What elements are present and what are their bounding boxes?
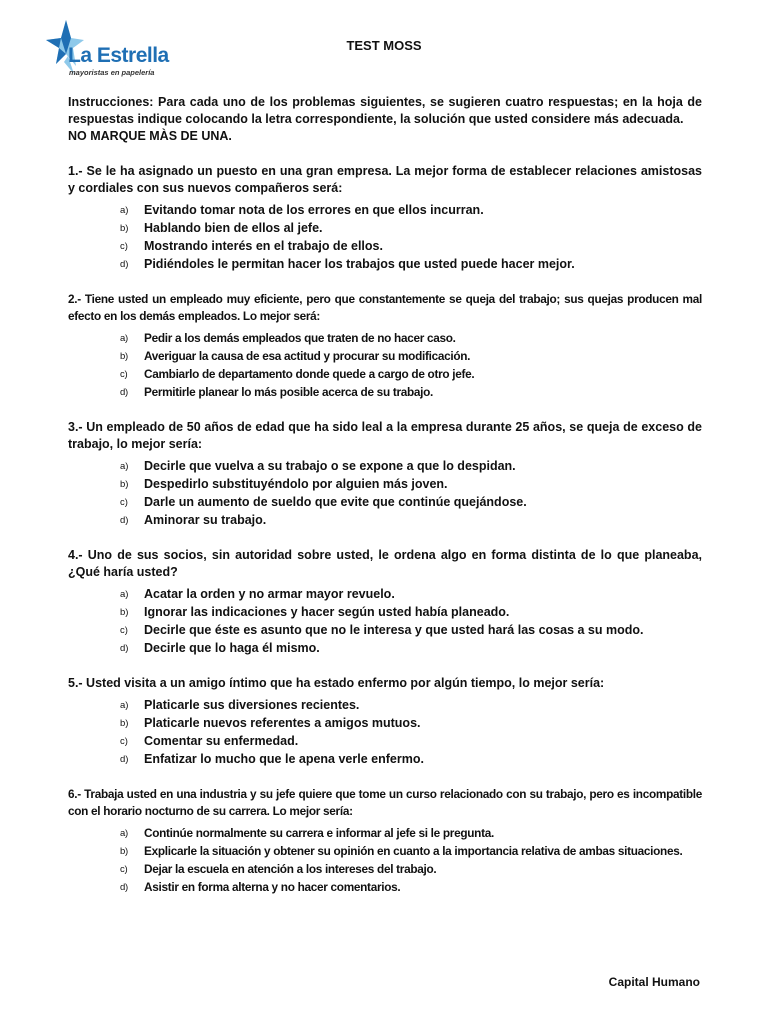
question-4 — [68, 547, 702, 657]
option-item — [68, 621, 702, 639]
option-item — [68, 639, 702, 657]
option-text: Permitirle planear lo más posible acerca de su trabajo. — [144, 385, 434, 399]
option-item — [68, 219, 702, 237]
option-letter: c) — [120, 497, 128, 508]
option-letter: b) — [120, 479, 129, 490]
option-item — [68, 237, 702, 255]
option-item — [68, 347, 702, 365]
option-text: Aminorar su trabajo. — [144, 513, 267, 527]
option-text: Hablando bien de ellos al jefe. — [144, 221, 323, 235]
option-list — [68, 696, 702, 768]
option-item — [68, 365, 702, 383]
option-text: Continúe normalmente su carrera e informar al jefe si le pregunta. — [144, 826, 494, 840]
option-item — [68, 457, 702, 475]
question-list — [68, 163, 702, 896]
option-letter: c) — [120, 241, 128, 252]
option-letter: d) — [120, 387, 128, 398]
option-letter: b) — [120, 351, 128, 362]
question-stem: 3.- Un empleado de 50 años de edad que ha sido leal a la empresa durante 25 años, se queja de exceso de trabajo, lo mejor sería: — [68, 420, 702, 451]
option-text: Pidiéndoles le permitan hacer los trabajos que usted puede hacer mejor. — [144, 257, 575, 271]
warning: NO MARQUE MÀS DE UNA. — [68, 129, 232, 143]
option-text: Darle un aumento de sueldo que evite que continúe quejándose. — [144, 495, 527, 509]
option-text: Explicarle la situación y obtener su opinión en cuanto a la importancia relativa de ambas situaciones. — [144, 844, 683, 858]
option-letter: b) — [120, 718, 129, 729]
option-letter: c) — [120, 625, 128, 636]
option-letter: d) — [120, 515, 129, 526]
question-2 — [68, 291, 702, 401]
instructions: Instrucciones: Para cada uno de los problemas siguientes, se sugieren cuatro respuestas; en la hoja de respuestas indique colocando la letra correspondiente, la solución que usted considere más adecuada. — [68, 95, 702, 126]
option-letter: a) — [120, 589, 129, 600]
option-text: Decirle que éste es asunto que no le interesa y que usted hará las cosas a su modo. — [144, 623, 644, 637]
option-letter: a) — [120, 461, 129, 472]
option-item — [68, 696, 702, 714]
option-item — [68, 860, 702, 878]
option-letter: d) — [120, 754, 129, 765]
question-stem: 6.- Trabaja usted en una industria y su jefe quiere que tome un curso relacionado con su trabajo, pero es incompatible con el horario nocturno de su carrera. Lo mejor sería: — [68, 787, 702, 818]
question-stem: 2.- Tiene usted un empleado muy eficiente, pero que constantemente se queja del trabajo; sus quejas producen mal efecto en los demás empleados. Lo mejor será: — [68, 292, 702, 323]
question-3 — [68, 419, 702, 529]
option-text: Ignorar las indicaciones y hacer según usted había planeado. — [144, 605, 510, 619]
option-letter: d) — [120, 259, 129, 270]
option-text: Dejar la escuela en atención a los intereses del trabajo. — [144, 862, 437, 876]
option-list — [68, 585, 702, 657]
option-item — [68, 824, 702, 842]
test-content — [68, 94, 702, 896]
option-list — [68, 824, 702, 896]
option-letter: b) — [120, 223, 129, 234]
option-text: Platicarle sus diversiones recientes. — [144, 698, 360, 712]
option-item — [68, 878, 702, 896]
option-letter: a) — [120, 205, 129, 216]
option-text: Decirle que lo haga él mismo. — [144, 641, 320, 655]
question-stem: 1.- Se le ha asignado un puesto en una gran empresa. La mejor forma de establecer relaciones amistosas y cordiales con sus nuevos compañeros será: — [68, 164, 702, 195]
option-text: Despedirlo substituyéndolo por alguien más joven. — [144, 477, 448, 491]
question-stem: 4.- Uno de sus socios, sin autoridad sobre usted, le ordena algo en forma distinta de lo que planeaba, ¿Qué haría usted? — [68, 548, 702, 579]
option-letter: a) — [120, 333, 128, 344]
option-letter: d) — [120, 882, 128, 893]
option-item — [68, 493, 702, 511]
option-text: Comentar su enfermedad. — [144, 734, 299, 748]
option-letter: b) — [120, 607, 129, 618]
option-list — [68, 201, 702, 273]
logo-tagline: mayoristas en papelería — [69, 68, 155, 77]
option-text: Decirle que vuelva a su trabajo o se expone a que lo despidan. — [144, 459, 516, 473]
option-letter: a) — [120, 828, 128, 839]
option-text: Averiguar la causa de esa actitud y procurar su modificación. — [144, 349, 471, 363]
option-item — [68, 585, 702, 603]
option-letter: c) — [120, 736, 128, 747]
question-5 — [68, 675, 702, 768]
question-1 — [68, 163, 702, 273]
page-title: TEST MOSS — [346, 38, 422, 53]
option-item — [68, 475, 702, 493]
option-text: Platicarle nuevos referentes a amigos mutuos. — [144, 716, 421, 730]
option-letter: a) — [120, 700, 129, 711]
option-text: Mostrando interés en el trabajo de ellos. — [144, 239, 383, 253]
option-text: Cambiarlo de departamento donde quede a cargo de otro jefe. — [144, 367, 475, 381]
option-item — [68, 603, 702, 621]
option-item — [68, 750, 702, 768]
option-letter: c) — [120, 369, 128, 380]
option-item — [68, 383, 702, 401]
option-item — [68, 329, 702, 347]
footer-label: Capital Humano — [608, 975, 700, 989]
option-item — [68, 201, 702, 219]
option-item — [68, 255, 702, 273]
option-text: Pedir a los demás empleados que traten de no hacer caso. — [144, 331, 456, 345]
option-list — [68, 457, 702, 529]
option-item — [68, 714, 702, 732]
option-text: Asistir en forma alterna y no hacer comentarios. — [144, 880, 401, 894]
option-text: Acatar la orden y no armar mayor revuelo. — [144, 587, 395, 601]
option-text: Enfatizar lo mucho que le apena verle enfermo. — [144, 752, 424, 766]
option-letter: d) — [120, 643, 129, 654]
question-stem: 5.- Usted visita a un amigo íntimo que ha estado enfermo por algún tiempo, lo mejor sería: — [68, 676, 605, 690]
option-text: Evitando tomar nota de los errores en que ellos incurran. — [144, 203, 484, 217]
logo-name: La Estrella — [68, 44, 169, 67]
option-list — [68, 329, 702, 401]
option-item — [68, 732, 702, 750]
option-letter: b) — [120, 846, 128, 857]
question-6 — [68, 786, 702, 896]
option-item — [68, 842, 702, 860]
option-item — [68, 511, 702, 529]
option-letter: c) — [120, 864, 128, 875]
